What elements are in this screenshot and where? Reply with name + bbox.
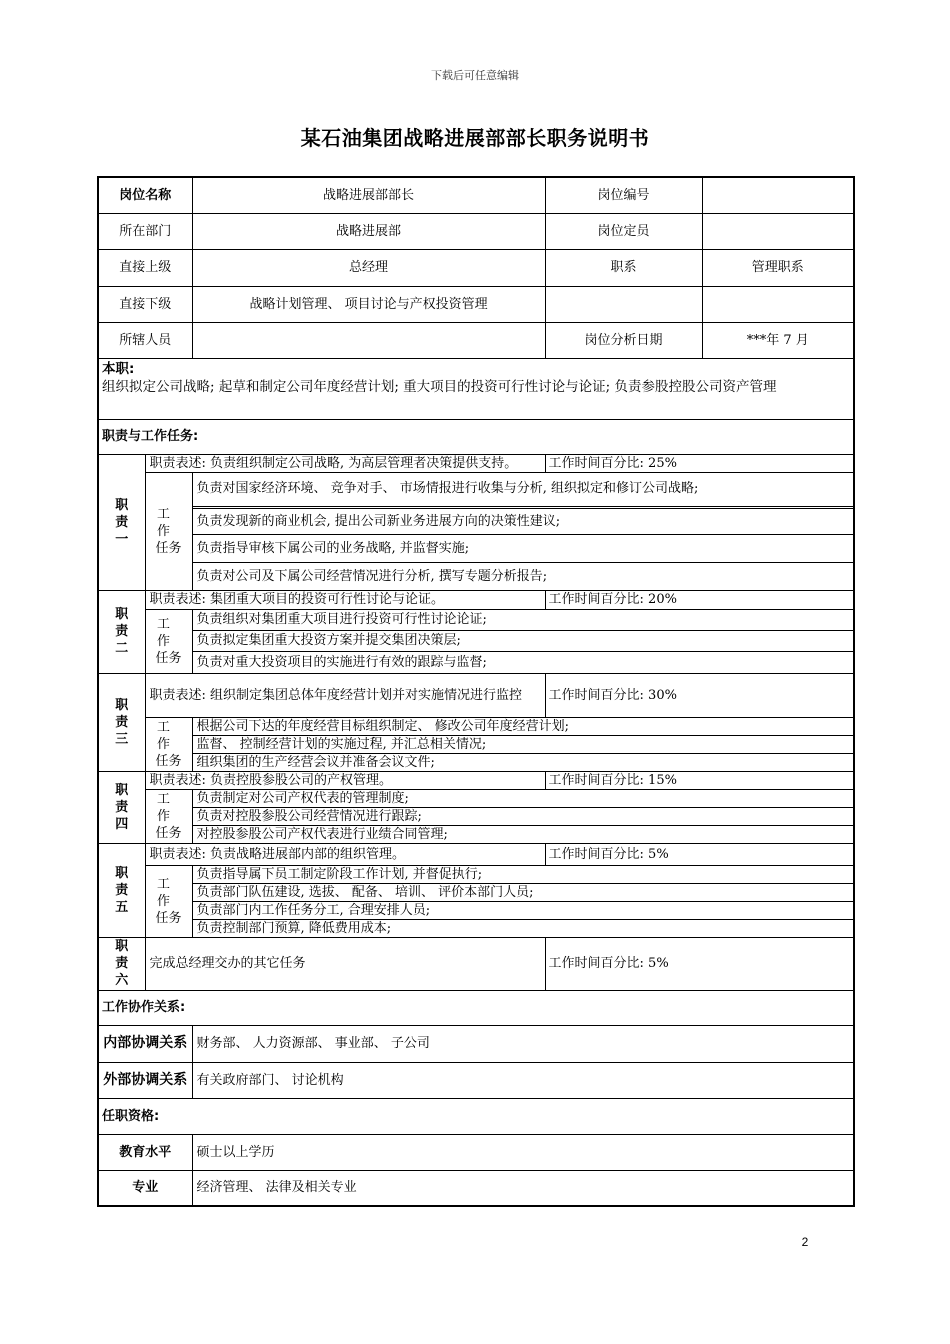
duty-1-time-percent: 工作时间百分比: 25% xyxy=(545,454,854,472)
duty-1-task-row xyxy=(98,508,854,534)
duty-3-label: 职 责 三 xyxy=(98,673,145,771)
duty-2-task-1: 负责组织对集团重大项目进行投资可行性讨论论证; xyxy=(192,609,854,630)
duty-1-label: 职 责 一 xyxy=(98,454,145,590)
row-major xyxy=(98,1170,854,1206)
duty-3-task-label: 工 作 任务 xyxy=(145,717,192,771)
row-duties-heading xyxy=(98,419,854,454)
duty-2-task-3: 负责对重大投资项目的实施进行有效的跟踪与监督; xyxy=(192,651,854,673)
analysis-date-label: 岗位分析日期 xyxy=(545,322,702,358)
duty-4-desc-row xyxy=(98,771,854,789)
duty-1-task-4: 负责对公司及下属公司经营情况进行分析, 撰写专题分析报告; xyxy=(192,562,854,590)
headcount-value xyxy=(702,213,854,249)
duty-5-task-row xyxy=(98,919,854,937)
department-value: 战略进展部 xyxy=(192,213,545,249)
subordinate-value: 战略计划管理、 项目讨论与产权投资管理 xyxy=(192,286,545,322)
row-core-duty xyxy=(98,358,854,419)
duty-3-time-percent: 工作时间百分比: 30% xyxy=(545,673,854,717)
duty-4-description: 职责表述: 负责控股参股公司的产权管理。 xyxy=(145,771,545,789)
subordinate-label: 直接下级 xyxy=(98,286,192,322)
row-department xyxy=(98,213,854,249)
duty-4-task-3: 对控股参股公司产权代表进行业绩合同管理; xyxy=(192,825,854,843)
duty-5-task-row xyxy=(98,883,854,901)
duty-5-task-2: 负责部门队伍建设, 选拔、 配备、 培训、 评价本部门人员; xyxy=(192,883,854,901)
row-education xyxy=(98,1134,854,1170)
duty-4-task-row xyxy=(98,825,854,843)
empty-cell xyxy=(702,286,854,322)
position-name-value: 战略进展部部长 xyxy=(192,177,545,213)
staff-value xyxy=(192,322,545,358)
core-duty-label: 本职: xyxy=(102,360,135,377)
internal-relations-label: 内部协调关系 xyxy=(98,1025,192,1062)
row-qualifications-heading xyxy=(98,1098,854,1134)
duty-2-description: 职责表述: 集团重大项目的投资可行性讨论与论证。 xyxy=(145,590,545,609)
duty-4-label: 职 责 四 xyxy=(98,771,145,843)
internal-relations-value: 财务部、 人力资源部、 事业部、 子公司 xyxy=(192,1025,854,1062)
duty-6-description: 完成总经理交办的其它任务 xyxy=(145,937,545,990)
job-series-value: 管理职系 xyxy=(702,249,854,286)
duty-5-task-3: 负责部门内工作任务分工, 合理安排人员; xyxy=(192,901,854,919)
duty-2-task-row xyxy=(98,651,854,673)
row-relations-heading xyxy=(98,990,854,1025)
major-label: 专业 xyxy=(98,1170,192,1206)
duty-5-task-4: 负责控制部门预算, 降低费用成本; xyxy=(192,919,854,937)
duty-3-task-row xyxy=(98,717,854,735)
duty-1-task-row xyxy=(98,562,854,590)
duty-1-description: 职责表述: 负责组织制定公司战略, 为高层管理者决策提供支持。 xyxy=(145,454,545,472)
duty-2-task-row xyxy=(98,609,854,630)
duty-3-description: 职责表述: 组织制定集团总体年度经营计划并对实施情况进行监控 xyxy=(145,673,545,717)
duty-4-task-1: 负责制定对公司产权代表的管理制度; xyxy=(192,789,854,807)
staff-label: 所辖人员 xyxy=(98,322,192,358)
position-number-label: 岗位编号 xyxy=(545,177,702,213)
page-number: 2 xyxy=(801,1235,809,1249)
empty-cell xyxy=(545,286,702,322)
external-relations-label: 外部协调关系 xyxy=(98,1062,192,1098)
duty-6-time-percent: 工作时间百分比: 5% xyxy=(545,937,854,990)
duty-5-desc-row xyxy=(98,843,854,865)
education-label: 教育水平 xyxy=(98,1134,192,1170)
duties-section-label: 职责与工作任务: xyxy=(98,419,854,454)
analysis-date-value: ***年 7 月 xyxy=(702,322,854,358)
duty-1-task-3: 负责指导审核下属公司的业务战略, 并监督实施; xyxy=(192,534,854,562)
duty-5-description: 职责表述: 负责战略进展部内部的组织管理。 xyxy=(145,843,545,865)
duty-5-task-label: 工 作 任务 xyxy=(145,865,192,937)
duty-3-task-1: 根据公司下达的年度经营目标组织制定、 修改公司年度经营计划; xyxy=(192,717,854,735)
duty-1-task-label: 工 作 任务 xyxy=(145,472,192,590)
superior-value: 总经理 xyxy=(192,249,545,286)
duty-3-desc-row xyxy=(98,673,854,717)
row-position-name xyxy=(98,177,854,213)
duty-2-task-label: 工 作 任务 xyxy=(145,609,192,673)
duty-1-desc-row xyxy=(98,454,854,472)
document-title: 某石油集团战略进展部部长职务说明书 xyxy=(300,126,650,150)
external-relations-value: 有关政府部门、 讨论机构 xyxy=(192,1062,854,1098)
position-number-value xyxy=(702,177,854,213)
duty-2-task-row xyxy=(98,630,854,651)
duty-2-label: 职 责 二 xyxy=(98,590,145,673)
duty-3-task-3: 组织集团的生产经营会议并准备会议文件; xyxy=(192,753,854,771)
duty-5-time-percent: 工作时间百分比: 5% xyxy=(545,843,854,865)
row-internal-relations xyxy=(98,1025,854,1062)
row-superior xyxy=(98,249,854,286)
duty-1-task-row xyxy=(98,534,854,562)
duty-1-task-1: 负责对国家经济环境、 竞争对手、 市场情报进行收集与分析, 组织拟定和修订公司战略; xyxy=(192,472,854,506)
duty-5-task-1: 负责指导属下员工制定阶段工作计划, 并督促执行; xyxy=(192,865,854,883)
department-label: 所在部门 xyxy=(98,213,192,249)
qualifications-section-label: 任职资格: xyxy=(98,1098,854,1134)
duty-4-time-percent: 工作时间百分比: 15% xyxy=(545,771,854,789)
row-staff xyxy=(98,322,854,358)
duty-5-task-row xyxy=(98,865,854,883)
position-name-label: 岗位名称 xyxy=(98,177,192,213)
duty-6-label: 职 责 六 xyxy=(98,937,145,990)
duty-2-desc-row xyxy=(98,590,854,609)
job-series-label: 职系 xyxy=(545,249,702,286)
duty-3-task-2: 监督、 控制经营计划的实施过程, 并汇总相关情况; xyxy=(192,735,854,753)
duty-3-task-row xyxy=(98,753,854,771)
duty-3-task-row xyxy=(98,735,854,753)
header-note: 下载后可任意编辑 xyxy=(431,69,519,82)
duty-6-row xyxy=(98,937,854,990)
job-description-table xyxy=(97,176,855,1207)
headcount-label: 岗位定员 xyxy=(545,213,702,249)
education-value: 硕士以上学历 xyxy=(192,1134,854,1170)
duty-4-task-row xyxy=(98,789,854,807)
row-external-relations xyxy=(98,1062,854,1098)
duty-4-task-label: 工 作 任务 xyxy=(145,789,192,843)
core-duty-text: 组织拟定公司战略; 起草和制定公司年度经营计划; 重大项目的投资可行性讨论与论证; 负责参股控股公司资产管理 xyxy=(102,378,777,395)
duty-1-task-row xyxy=(98,472,854,506)
major-value: 经济管理、 法律及相关专业 xyxy=(192,1170,854,1206)
duty-5-label: 职 责 五 xyxy=(98,843,145,937)
duty-5-task-row xyxy=(98,901,854,919)
duty-4-task-2: 负责对控股参股公司经营情况进行跟踪; xyxy=(192,807,854,825)
duty-2-time-percent: 工作时间百分比: 20% xyxy=(545,590,854,609)
duty-1-task-2: 负责发现新的商业机会, 提出公司新业务进展方向的决策性建议; xyxy=(192,508,854,534)
relations-section-label: 工作协作关系: xyxy=(98,990,854,1025)
row-subordinate xyxy=(98,286,854,322)
superior-label: 直接上级 xyxy=(98,249,192,286)
core-duty-cell xyxy=(98,358,854,419)
duty-2-task-2: 负责拟定集团重大投资方案并提交集团决策层; xyxy=(192,630,854,651)
duty-4-task-row xyxy=(98,807,854,825)
